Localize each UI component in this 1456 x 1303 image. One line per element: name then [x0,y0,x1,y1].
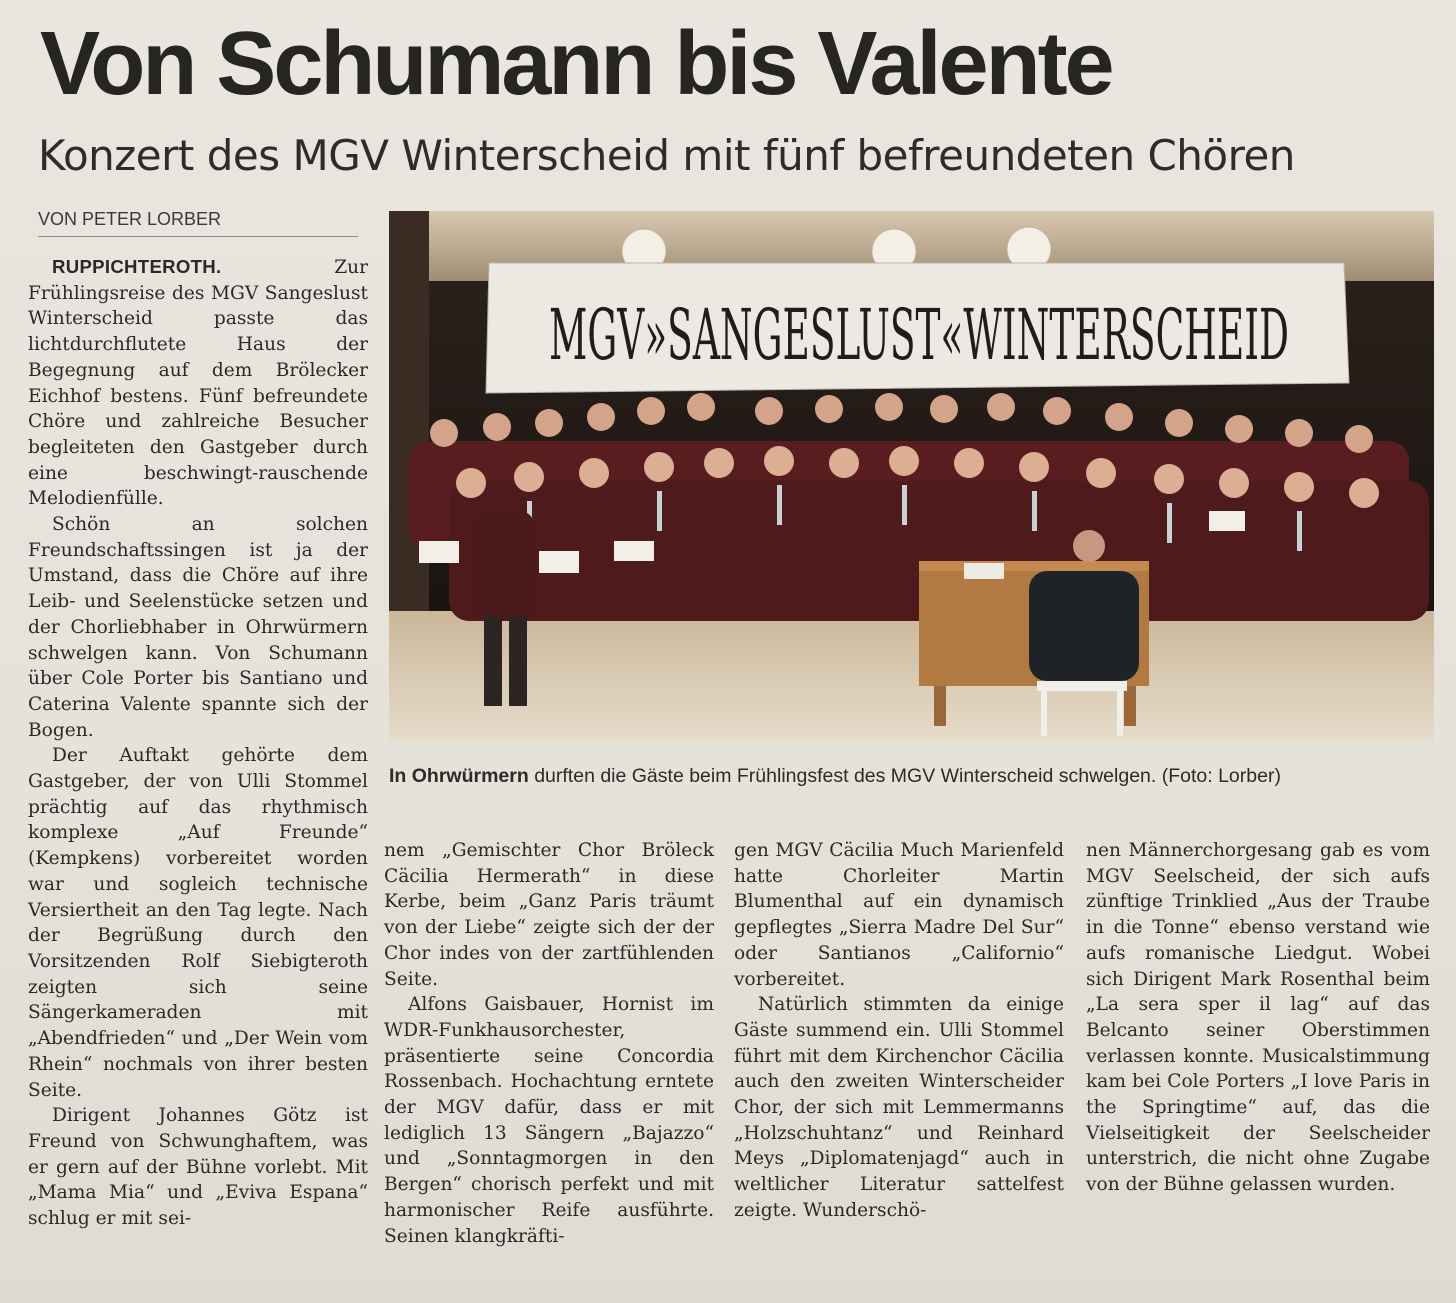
paragraph: Der Auftakt gehörte dem Gastgeber, der von Ulli Stommel prächtig auf das rhythmisch komplexe „Auf Freunde“ (Kempkens) vorbereitet worden war und sogleich technische Versiertheit an den Tag legte. Nach der Begrüßung durch den Vorsitzenden Rolf Siebigteroth zeigten sich seine Sängerkameraden mit „Abendfrieden“ und „Der Wein vom Rhein“ nochmals von ihrer besten Seite. [28,745,368,1101]
paragraph: gen MGV Cäcilia Much Marienfeld hatte Chorleiter Martin Blumenthal auf ein dynamisch gepflegtes „Sierra Madre Del Sur“ oder Santianos „Californio“ vorbereitet. [734,840,1064,990]
paragraph: Natürlich stimmten da einige Gäste summend ein. Ulli Stommel führt mit dem Kirchenchor Cäcilia auch den zweiten Winterscheider Chor, der sich mit Lemmermanns „Holzschuhtanz“ und Reinhard Meys „Diplomatenjagd“ auch in weltlicher Literatur sattelfest zeigte. Wunderschö- [734,994,1064,1221]
dateline: RUPPICHTEROTH. [52,256,222,277]
article-column-3 [734,838,1064,1224]
paragraph: Alfons Gaisbauer, Hornist im WDR-Funkhausorchester, präsentierte seine Concordia Rossenbach. Hochachtung erntete der MGV dafür, dass er mit lediglich 13 Sängern „Bajazzo“ und „Sonntagmorgen in den Bergen“ chorisch perfekt und mit harmonischer Reife ausführte. Seinen klangkräfti- [384,994,714,1247]
paragraph: Dirigent Johannes Götz ist Freund von Schwunghaftem, was er gern auf der Bühne vorlebt. Mit „Mama Mia“ und „Eviva Espana“ schlug er mit sei- [28,1105,368,1230]
caption-text: durften die Gäste beim Frühlingsfest des MGV Winterscheid schwelgen. (Foto: Lorber) [528,765,1281,787]
paragraph: nem „Gemischter Chor Bröleck Cäcilia Hermerath“ in diese Kerbe, beim „Ganz Paris träumt von der Liebe“ zeigte sich der der Chor indes von der zartfühlenden Seite. [384,840,714,990]
headline: Von Schumann bis Valente [40,14,1112,114]
byline: VON PETER LORBER [38,206,358,237]
paragraph-text: Zur Frühlingsreise des MGV Sangeslust Winterscheid passte das lichtdurchflutete Haus der Begegnung auf dem Brölecker Eichhof bestens. Fünf befreundete Chöre und zahlreiche Besucher begleiteten den Gastgeber durch eine beschwingt-rauschende Melodienfülle. [28,257,368,510]
choir-photo [389,211,1434,742]
paragraph: Schön an solchen Freundschaftssingen ist ja der Umstand, dass die Chöre auf ihre Leib- und Seelenstücke setzen und der Chorliebhaber in Ohrwürmern schwelgen kann. Von Schumann über Cole Porter bis Santiano und Caterina Valente spannte sich der Bogen. [28,514,368,741]
photo-caption [389,763,1439,789]
article-column-4 [1086,838,1430,1198]
banner-text: MGV»SANGESLUST«WINTERSCHEID [549,294,1289,376]
article-column-2 [384,838,714,1249]
subheadline: Konzert des MGV Winterscheid mit fünf befreundeten Chören [38,131,1295,180]
paragraph: nen Männerchorgesang gab es vom MGV Seelscheid, der sich aufs zünftige Trinklied „Aus der Traube in die Tonne“ ebenso verstand wie aufs romanische Liedgut. Wobei sich Dirigent Mark Rosenthal beim „La sera sper il lag“ auf das Belcanto seiner Oberstimmen verlassen konnte. Musicalstimmung kam bei Cole Porters „I love Paris in the Springtime“ auf, das die Vielseitigkeit der Seelscheider unterstrich, die nicht ohne Zugabe von der Bühne gelassen wurden. [1086,840,1430,1196]
paragraph [28,254,368,512]
article-column-1 [28,254,368,1232]
caption-lead: In Ohrwürmern [389,765,529,787]
